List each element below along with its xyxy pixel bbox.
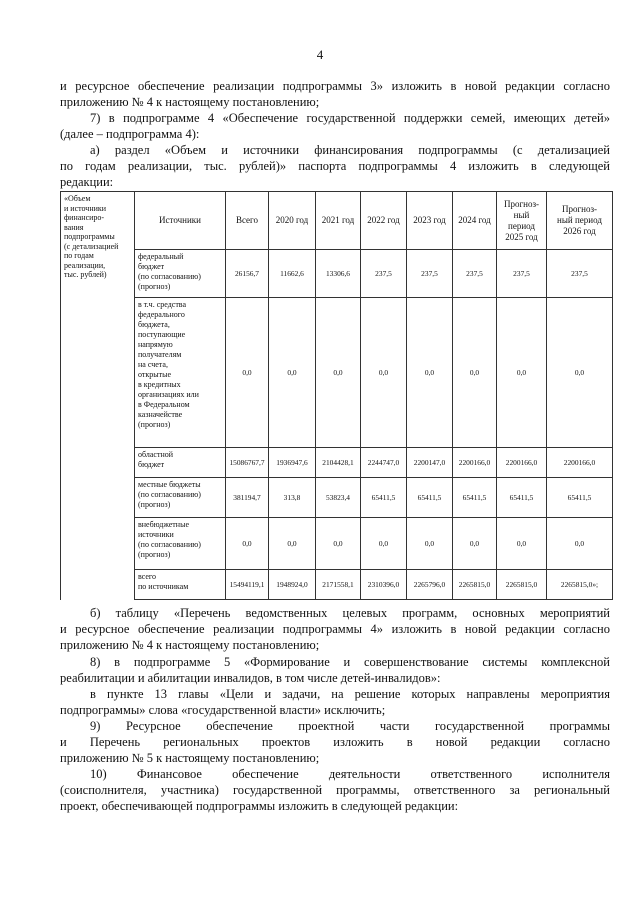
- row-label-text: «Объем и источники финансиро- вания подпрограммы (с детализацией по годам реализации, тыс. рублей): [64, 194, 119, 279]
- value-cell: 2171558,1: [316, 570, 361, 600]
- value-cell: 0,0: [453, 298, 497, 448]
- value-cell: 15494119,1: [226, 570, 269, 600]
- paragraph-line: 9) Ресурсное обеспечение проектной части государственной программы: [90, 719, 610, 733]
- paragraph-line: реабилитации и абилитации инвалидов, в том числе детей-инвалидов»:: [60, 671, 441, 685]
- value-cell: 65411,5: [497, 478, 547, 518]
- paragraph-line: и ресурсное обеспечение реализации подпрограммы 3» изложить в новой редакции согласно: [60, 79, 610, 93]
- value-cell: 0,0: [269, 518, 316, 570]
- value-cell: 0,0: [316, 518, 361, 570]
- value-cell: 11662,6: [269, 250, 316, 298]
- paragraph-line: (соисполнителя, участника) государственной программы, ответственного за региональный: [60, 783, 610, 797]
- value-cell: 0,0: [407, 298, 453, 448]
- value-cell: 0,0: [226, 298, 269, 448]
- value-cell: 0,0: [361, 518, 407, 570]
- paragraph-line: а) раздел «Объем и источники финансирования подпрограммы (с детализацией: [90, 143, 610, 157]
- paragraph-line: по годам реализации, тыс. рублей)» паспорта подпрограммы 4 изложить в следующей: [60, 159, 610, 173]
- paragraph-line: в пункте 13 главы «Цели и задачи, на решение которых направлены мероприятия: [90, 687, 610, 701]
- source-cell: федеральный бюджет (по согласованию) (прогноз): [135, 250, 226, 298]
- value-cell: 0,0: [547, 518, 613, 570]
- header-2020: 2020 год: [269, 192, 316, 250]
- header-2021: 2021 год: [316, 192, 361, 250]
- value-cell: 15086767,7: [226, 448, 269, 478]
- paragraph-line: подпрограммы» слова «государственной власти» исключить;: [60, 703, 386, 717]
- table-header-row: [61, 192, 613, 250]
- financing-table: [60, 191, 613, 600]
- paragraph-line: и ресурсное обеспечение реализации подпрограммы 4» изложить в новой редакции согласно: [60, 622, 610, 636]
- source-cell: внебюджетные источники (по согласованию) (прогноз): [135, 518, 226, 570]
- paragraph-line: 8) в подпрограмме 5 «Формирование и совершенствование системы комплексной: [90, 655, 610, 669]
- value-cell: 65411,5: [407, 478, 453, 518]
- value-cell: 237,5: [453, 250, 497, 298]
- value-cell: 237,5: [547, 250, 613, 298]
- value-cell: 2265815,0»;: [547, 570, 613, 600]
- paragraph-line: приложению № 4 к настоящему постановлению;: [60, 638, 320, 652]
- table-row: [61, 298, 613, 448]
- value-cell: 13306,6: [316, 250, 361, 298]
- value-cell: 0,0: [407, 518, 453, 570]
- paragraph-line: редакции:: [60, 175, 114, 189]
- paragraph-line: приложению № 5 к настоящему постановлению;: [60, 751, 320, 765]
- value-cell: 2200147,0: [407, 448, 453, 478]
- header-total: Всего: [226, 192, 269, 250]
- value-cell: 0,0: [497, 298, 547, 448]
- value-cell: 0,0: [497, 518, 547, 570]
- paragraph-line: 7) в подпрограмме 4 «Обеспечение государственной поддержки семей, имеющих детей»: [90, 111, 610, 125]
- table-row: [61, 478, 613, 518]
- paragraph-line: б) таблицу «Перечень ведомственных целевых программ, основных мероприятий: [90, 606, 610, 620]
- value-cell: 2310396,0: [361, 570, 407, 600]
- value-cell: 65411,5: [453, 478, 497, 518]
- value-cell: 2265796,0: [407, 570, 453, 600]
- value-cell: 0,0: [316, 298, 361, 448]
- paragraph-line: приложению № 4 к настоящему постановлению;: [60, 95, 320, 109]
- header-2026: Прогноз- ный период 2026 год: [547, 192, 613, 250]
- value-cell: 237,5: [407, 250, 453, 298]
- paragraph-line: (далее – подпрограмма 4):: [60, 127, 200, 141]
- value-cell: 2200166,0: [497, 448, 547, 478]
- value-cell: 65411,5: [547, 478, 613, 518]
- header-2024: 2024 год: [453, 192, 497, 250]
- value-cell: 1936947,6: [269, 448, 316, 478]
- value-cell: 0,0: [361, 298, 407, 448]
- value-cell: 2200166,0: [453, 448, 497, 478]
- row-label-cell: [61, 192, 135, 600]
- header-sources: Источники: [135, 192, 226, 250]
- table-row: [61, 518, 613, 570]
- value-cell: 65411,5: [361, 478, 407, 518]
- table-row-total: [61, 570, 613, 600]
- value-cell: 313,8: [269, 478, 316, 518]
- source-cell: местные бюджеты (по согласованию) (прогноз): [135, 478, 226, 518]
- header-2022: 2022 год: [361, 192, 407, 250]
- page-number: 4: [316, 47, 324, 62]
- header-2023: 2023 год: [407, 192, 453, 250]
- value-cell: 26156,7: [226, 250, 269, 298]
- value-cell: 2265815,0: [453, 570, 497, 600]
- value-cell: 0,0: [269, 298, 316, 448]
- table-row: [61, 250, 613, 298]
- value-cell: 53823,4: [316, 478, 361, 518]
- header-2025: Прогноз- ный период 2025 год: [497, 192, 547, 250]
- value-cell: 1948924,0: [269, 570, 316, 600]
- value-cell: 0,0: [547, 298, 613, 448]
- source-cell: всего по источникам: [135, 570, 226, 600]
- paragraph-line: и Перечень региональных проектов изложить в новой редакции согласно: [60, 735, 610, 749]
- value-cell: 381194,7: [226, 478, 269, 518]
- value-cell: 2104428,1: [316, 448, 361, 478]
- table-row: [61, 448, 613, 478]
- paragraph-line: 10) Финансовое обеспечение деятельности ответственного исполнителя: [90, 767, 610, 781]
- source-cell: в т.ч. средства федерального бюджета, поступающие напрямую получателям на счета, открытые в кредитных организациях или в Федеральном казначействе (прогноз): [135, 298, 226, 448]
- value-cell: 237,5: [361, 250, 407, 298]
- value-cell: 237,5: [497, 250, 547, 298]
- value-cell: 0,0: [226, 518, 269, 570]
- value-cell: 2244747,0: [361, 448, 407, 478]
- value-cell: 2265815,0: [497, 570, 547, 600]
- value-cell: 2200166,0: [547, 448, 613, 478]
- value-cell: 0,0: [453, 518, 497, 570]
- paragraph-line: проект, обеспечивающей подпрограммы изложить в следующей редакции:: [60, 799, 459, 813]
- source-cell: областной бюджет: [135, 448, 226, 478]
